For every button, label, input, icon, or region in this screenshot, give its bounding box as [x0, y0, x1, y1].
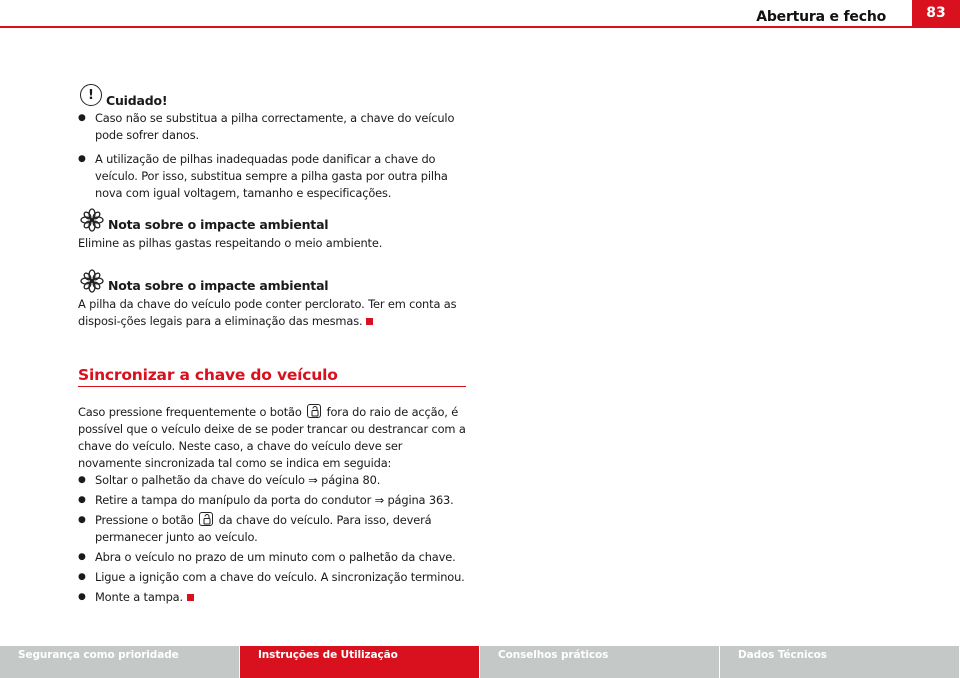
step-text: da chave do veículo. Para isso, deverá permanecer junto ao veículo.	[95, 513, 432, 544]
step-text: Retire a tampa do manípulo da porta do condutor ⇒ página 363.	[95, 493, 454, 507]
list-item	[78, 569, 468, 586]
footer-tab-seguranca[interactable]: Segurança como prioridade	[0, 646, 240, 678]
unlock-key-icon	[307, 404, 321, 418]
section-intro	[78, 404, 468, 472]
red-square-icon	[187, 594, 194, 601]
caution-heading	[80, 82, 167, 108]
env-note-text: A pilha da chave do veículo pode conter perclorato. Ter em conta as disposi-ções legais para a eliminação das mesmas.	[78, 297, 457, 328]
page-number: 83	[912, 0, 960, 28]
page-title: Abertura e fecho	[756, 9, 886, 25]
caution-title: Cuidado!	[106, 93, 168, 108]
flower-icon	[80, 269, 104, 293]
caution-list	[78, 110, 468, 202]
header-rule	[0, 26, 912, 28]
footer-tab-dados[interactable]: Dados Técnicos	[720, 646, 960, 678]
env-note-heading	[80, 265, 328, 293]
unlock-key-icon	[199, 512, 213, 526]
steps-list	[78, 472, 468, 606]
env-note-title: Nota sobre o impacte ambiental	[108, 278, 329, 293]
footer-nav	[0, 646, 960, 678]
env-note-heading	[80, 204, 328, 232]
caution-item-text: A utilização de pilhas inadequadas pode danificar a chave do veículo. Por isso, substitua sempre a pilha gasta por outra pilha nova com igual voltagem, tamanho e especificações.	[95, 152, 448, 200]
red-square-icon	[366, 318, 373, 325]
caution-item	[78, 151, 468, 202]
step-text: Pressione o botão	[95, 513, 194, 527]
intro-text: fora do raio de acção, é possível que o veículo deixe de se poder trancar ou destrancar com a chave do veículo. Neste caso, a chave do veículo deve ser novamente sincronizada tal como se indica em seguida:	[78, 405, 466, 470]
caution-item-text: Caso não se substitua a pilha correctamente, a chave do veículo pode sofrer danos.	[95, 111, 455, 142]
list-item	[78, 549, 468, 566]
intro-text: Caso pressione frequentemente o botão	[78, 405, 302, 419]
footer-tab-instrucoes[interactable]: Instruções de Utilização	[240, 646, 480, 678]
list-item	[78, 492, 468, 509]
list-item	[78, 512, 468, 546]
env-note-title: Nota sobre o impacte ambiental	[108, 217, 329, 232]
step-text: Monte a tampa.	[95, 590, 183, 604]
step-text: Abra o veículo no prazo de um minuto com o palhetão da chave.	[95, 550, 456, 564]
footer-tab-conselhos[interactable]: Conselhos práticos	[480, 646, 720, 678]
step-text: Ligue a ignição com a chave do veículo. A sincronização terminou.	[95, 570, 465, 584]
section-title: Sincronizar a chave do veículo	[78, 366, 466, 387]
step-text: Soltar o palhetão da chave do veículo ⇒ página 80.	[95, 473, 381, 487]
caution-item	[78, 110, 468, 144]
flower-icon	[80, 208, 104, 232]
exclamation-circle-icon: !	[80, 84, 102, 106]
env-note-paragraph	[78, 296, 468, 330]
list-item	[78, 472, 468, 489]
list-item	[78, 589, 468, 606]
env-note-text: Elimine as pilhas gastas respeitando o meio ambiente.	[78, 236, 383, 250]
